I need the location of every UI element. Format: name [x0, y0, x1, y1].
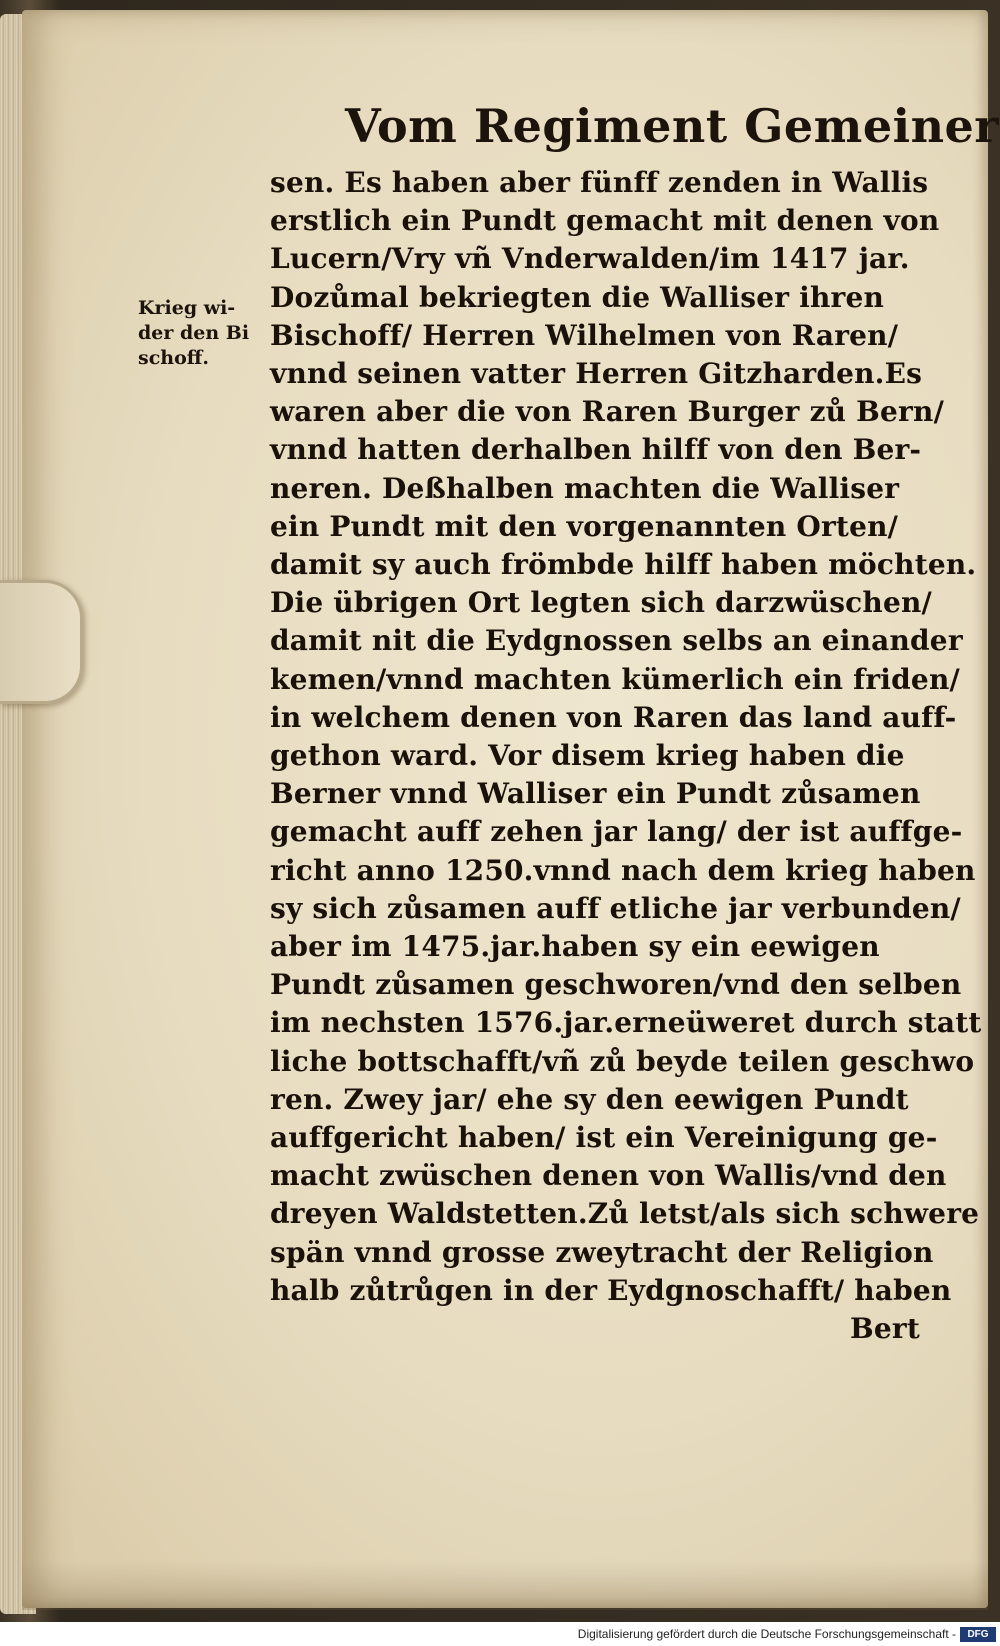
- text-line: vnnd seinen vatter Herren Gitzharden.Es: [270, 357, 923, 391]
- clip-tab: [0, 580, 83, 704]
- page-bottom-shadow: [22, 1560, 988, 1610]
- running-header: Vom Regiment Gemeiner: [345, 99, 1000, 153]
- text-line: erstlich ein Pundt gemacht mit denen von: [270, 204, 940, 238]
- text-line: damit sy auch frömbde hilff haben möchten.: [270, 548, 977, 582]
- text-line: gemacht auff zehen jar lang/ der ist auffge-: [270, 815, 963, 849]
- text-line: Berner vnnd Walliser ein Pundt zůsamen: [270, 777, 921, 811]
- text-line: liche bottschafft/vñ zů beyde teilen geschwo: [270, 1044, 975, 1078]
- text-line: in welchem denen von Raren das land auff-: [270, 700, 957, 734]
- text-line: dreyen Waldstetten.Zů letst/als sich schwere: [270, 1197, 980, 1231]
- marginal-line: schoff.: [138, 347, 209, 369]
- text-line: damit nit die Eydgnossen selbs an einander: [270, 624, 963, 658]
- text-line: gethon ward. Vor disem krieg haben die: [270, 739, 905, 773]
- text-line: ein Pundt mit den vorgenannten Orten/: [270, 509, 899, 543]
- text-line: ren. Zwey jar/ ehe sy den eewigen Pundt: [270, 1082, 909, 1116]
- text-line: spän vnnd grosse zweytracht der Religion: [270, 1235, 934, 1269]
- marginal-note: [138, 296, 268, 371]
- text-line: richt anno 1250.vnnd nach dem krieg haben: [270, 853, 976, 887]
- text-line: Die übrigen Ort legten sich darzwüschen/: [270, 586, 932, 620]
- text-line: halb zůtrůgen in der Eydgnoschafft/ haben: [270, 1273, 952, 1307]
- body-text: [270, 164, 990, 1348]
- text-line: im nechsten 1576.jar.erneüweret durch statt: [270, 1006, 982, 1040]
- text-line: Dozůmal bekriegten die Walliser ihren: [270, 280, 885, 314]
- marginal-line: Krieg wi-: [138, 297, 236, 319]
- marginal-line: der den Bi: [138, 322, 250, 344]
- catchword: Bert: [850, 1312, 920, 1346]
- dfg-logo: DFG: [960, 1627, 996, 1642]
- text-line: sen. Es haben aber fünff zenden in Wallis: [270, 166, 929, 199]
- text-line: kemen/vnnd machten kümerlich ein friden/: [270, 662, 960, 696]
- text-line: aber im 1475.jar.haben sy ein eewigen: [270, 930, 880, 964]
- text-line: Bischoff/ Herren Wilhelmen von Raren/: [270, 318, 899, 352]
- text-line: auffgericht haben/ ist ein Vereinigung ge-: [270, 1121, 938, 1155]
- funding-credit: Digitalisierung gefördert durch die Deutsche Forschungsgemeinschaft -: [577, 1627, 956, 1641]
- text-line: vnnd hatten derhalben hilff von den Ber-: [270, 433, 922, 467]
- text-line: Lucern/Vry vñ Vnderwalden/im 1417 jar.: [270, 242, 910, 276]
- text-line: macht zwüschen denen von Wallis/vnd den: [270, 1159, 947, 1193]
- text-line: waren aber die von Raren Burger zů Bern/: [270, 395, 944, 429]
- text-line: sy sich zůsamen auff etliche jar verbunden/: [270, 891, 961, 925]
- footer-bar: [0, 1624, 1000, 1646]
- text-line: neren. Deßhalben machten die Walliser: [270, 471, 900, 505]
- text-line: Pundt zůsamen geschworen/vnd den selben: [270, 968, 962, 1002]
